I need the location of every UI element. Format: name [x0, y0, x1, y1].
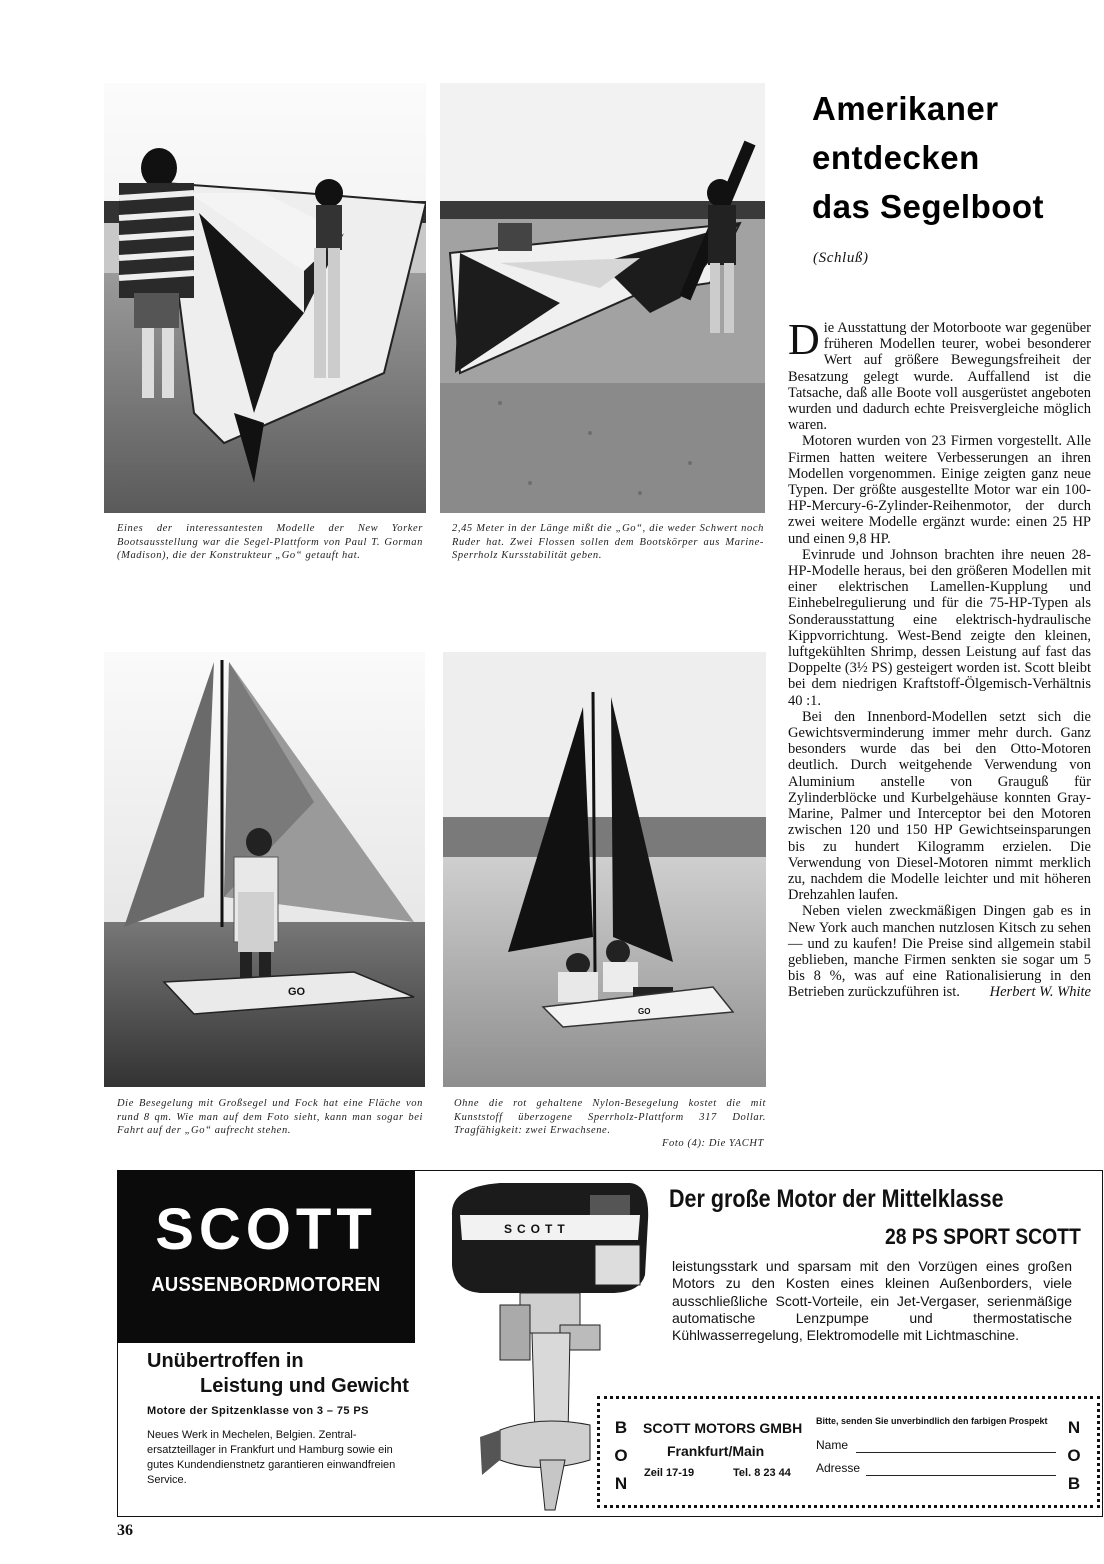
caption-photo-1: Eines der interessantesten Modelle der New Yorker Bootsausstellung war die Segel-Plattform von Paul T. Gorman (Madison), die der Konstrukteur „Go“ getauft hat. [117, 523, 423, 561]
coupon-company: SCOTT MOTORS GMBH [643, 1420, 803, 1436]
article-headline [812, 84, 1102, 231]
article-author: Herbert W. White [989, 984, 1091, 1001]
engine-brand-text: SCOTT [504, 1222, 570, 1236]
coupon-side-char: B [614, 1418, 628, 1437]
article-paragraph-1 [788, 315, 1091, 434]
photo-go-sail-rigging [440, 83, 765, 513]
article-paragraph-3: Evinrude und Johnson brachten ihre neuen 28-HP-Modelle heraus, bei den größeren Modellen mit einer elektrischen Lamellen-Kupplung und Einhebelregulierung und für die 75-HP-Typen als Sonderausstattung eine elektrisch-hydraulische Kippvorrichtung. West-Bend zeigte den kleinen, luftgekühlten Shrimp, dessen Leistung auf fast das Doppelte (3½ PS) gesteigert worden ist. Scott bleibt bei dem niedrigen Kraftstoff-Ölgemisch-Verhältnis 40 :1. [788, 546, 1091, 709]
coupon-request: Bitte, senden Sie unverbindlich den farbigen Prospekt [816, 1416, 1048, 1426]
article-paragraph-5 [788, 903, 1091, 1000]
coupon-address-field[interactable] [866, 1475, 1056, 1476]
photo-credit: Foto (4): Die YACHT [662, 1138, 764, 1149]
article-paragraph-2: Motoren wurden von 23 Firmen vorgestellt. Alle Firmen hatten weitere Verbesserungen an ihren Modellen vorgenommen. Einige zeigten ganz neue Typen. Der größte ausgestellte Motor war ein 100-HP-Mercury-6-Zylinder-Reihenmotor, der durch zwei weitere Modelle ergänzt wurde: einen 25 HP und einen 9,8 HP. [788, 433, 1091, 547]
ad-model: 28 PS SPORT SCOTT [885, 1224, 1081, 1249]
coupon-name-label: Name [816, 1438, 849, 1452]
coupon-name-field[interactable] [856, 1452, 1056, 1453]
coupon-phone: Tel. 8 23 44 [733, 1467, 791, 1479]
headline-line-1: Amerikaner [812, 90, 999, 127]
coupon-side-letter [613, 1414, 629, 1498]
coupon-side-char: B [1067, 1474, 1081, 1493]
coupon-side-char: O [1067, 1446, 1081, 1465]
ad-info: Neues Werk in Mechelen, Belgien. Zentral-ersatzteillager in Frankfurt und Hamburg sowie ein gutes Kundendienstnetz garantieren einwandfreien Service. [147, 1429, 396, 1486]
photo-go-sailing-standing [104, 652, 425, 1087]
ad-title: Der große Motor der Mittelklasse [669, 1185, 1004, 1213]
hull-mark-go: GO [288, 986, 306, 998]
page-number: 36 [117, 1522, 133, 1539]
caption-photo-3: Die Besegelung mit Großsegel und Fock hat eine Fläche von rund 8 qm. Wie man auf dem Foto sieht, kann man sogar bei Fahrt auf der „Go“ aufrecht stehen. [117, 1098, 423, 1136]
hull-mark-go-2: GO [638, 1007, 651, 1016]
coupon-city: Frankfurt/Main [667, 1443, 765, 1459]
coupon-address: Zeil 17-19 [644, 1467, 695, 1479]
ad-range: Motore der Spitzenklasse von 3 – 75 PS [147, 1405, 369, 1417]
article-paragraph-1-text: ie Ausstattung der Motorboote war gegenüber früheren Modellen teurer, wobei besonderer Wert auf größere Bewegungsfreiheit der Besatzung gelegt wurde. Auffallend ist die Tatsache, daß alle Boote voll ausgerüstet angeboten wurden und dadurch echte Preisvergleiche möglich waren. [788, 320, 1091, 434]
photo-go-platform-carried [104, 83, 426, 513]
coupon-side-char: O [614, 1446, 628, 1465]
ad-body-text: leistungsstark und sparsam mit den Vorzügen eines großen Motors zu den Kosten eines kleinen Außenborders, viele ausschließliche Scott-Vorteile, ein Jet-Vergaser, serienmäßige automatische Lenzpumpe und thermostatische Kühlwasserregelung, Elektromodelle mit Lichtmaschine. [672, 1258, 1072, 1344]
coupon-side-char: N [614, 1474, 628, 1493]
article-body [788, 315, 1091, 1001]
ad-brand-block [117, 1170, 415, 1343]
photo-go-two-adults [443, 652, 766, 1087]
caption-photo-4: Ohne die rot gehaltene Nylon-Besegelung kostet die mit Kunststoff überzogene Sperrholz-Plattform 317 Dollar. Tragfähigkeit: zwei Erwachsene. [454, 1098, 766, 1136]
coupon-side-letter [1066, 1414, 1082, 1498]
ad-slogan-line-1: Unübertroffen in [147, 1350, 304, 1372]
ad-brand-subtitle: AUSSENBORDMOTOREN [151, 1274, 381, 1296]
coupon-address-label: Adresse [816, 1461, 861, 1475]
ad-slogan-line-2: Leistung und Gewicht [200, 1375, 409, 1397]
drop-cap: D [788, 315, 820, 364]
article-subtitle: (Schluß) [813, 250, 869, 266]
headline-line-2: entdecken [812, 139, 980, 176]
coupon-side-text-right [1066, 1414, 1082, 1498]
article-paragraph-5-text: Neben vielen zweckmäßigen Dingen gab es in New York auch manchen nutzlosen Kitsch zu sehen — und zu kaufen! Die Preise sind allgemein stabil geblieben, manche Firmen senkten sie sogar um 5 bis 8 %, was auf eine Rationalisierung in den Betrieben zurückzuführen ist. [788, 903, 1091, 1001]
coupon-side-text-left [613, 1414, 629, 1498]
ad-brand-name: SCOTT [155, 1197, 377, 1262]
article-paragraph-4: Bei den Innenbord-Modellen setzt sich die Gewichtsverminderung immer mehr durch. Ganz besonders wurde das bei den Otto-Motoren deutlich. Durch weitgehende Verwendung von Aluminium anstelle von Grauguß für Zylinderblöcke und Kurbelgehäuse konnten Gray-Marine, Palmer und Interceptor bei den Motoren zwischen 120 und 150 HP Gewichtseinsparungen bis zu hundert Kilogramm erzielen. Die Verwendung von Diesel-Motoren nimmt merklich zu, nachdem die Modelle leichter und mit höheren Drehzahlen laufen. [788, 708, 1091, 904]
caption-photo-2: 2,45 Meter in der Länge mißt die „Go“, die weder Schwert noch Ruder hat. Zwei Flossen sollen dem Bootskörper aus Marine-Sperrholz Kursstabilität geben. [452, 523, 764, 561]
headline-line-3: das Segelboot [812, 188, 1045, 225]
coupon-side-char: N [1067, 1418, 1081, 1437]
